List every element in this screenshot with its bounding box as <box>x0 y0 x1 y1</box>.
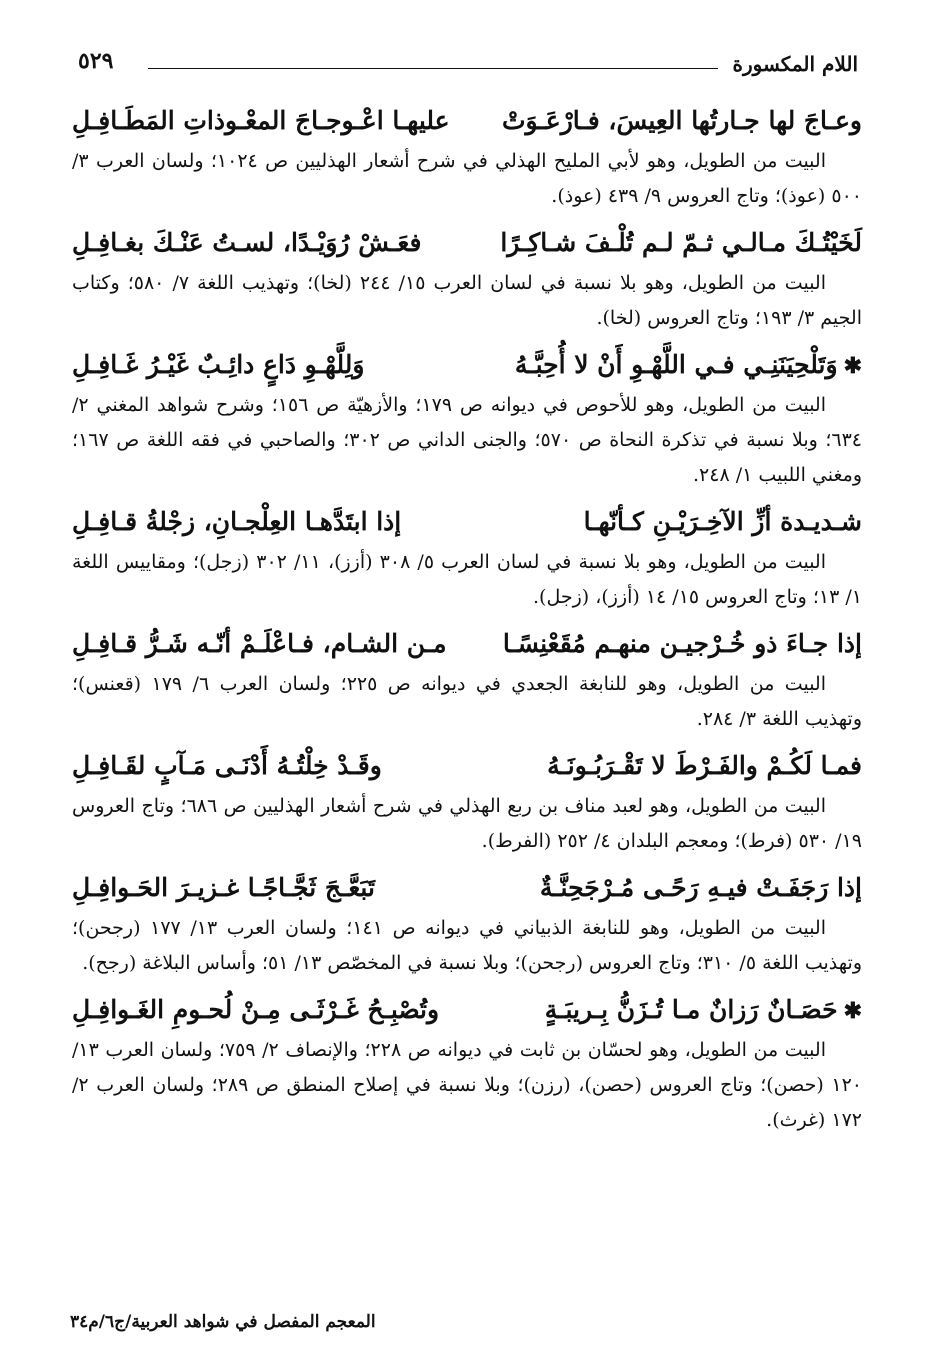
hemistich-first-container <box>545 987 862 1034</box>
hemistich-first: إذا رَجَفَـتْ فيـهِ رَحًـى مُـرْجَحِنَّـةٌ <box>539 873 862 902</box>
verse-line <box>72 220 862 266</box>
page-number: ٥٢٩ <box>78 48 114 74</box>
verse-commentary: البيت من الطويل، وهو بلا نسبة في لسان العرب ١٥/ ٢٤٤ (لخا)؛ وتهذيب اللغة ٧/ ٥٨٠؛ وكتاب الجيم ٣/ ١٩٣؛ وتاج العروس (لخا). <box>72 272 862 329</box>
hemistich-second: تَبَعَّـجَ ثَجَّـاجًـا غـزيـرَ الحَـوافِـلِ <box>72 873 375 902</box>
verse-entry <box>72 342 862 493</box>
verse-line <box>72 987 862 1033</box>
chapter-title: اللام المكسورة <box>732 52 858 76</box>
hemistich-first: لَخَيْتُـكَ مـالـي ثـمّ لـم تُلْـفَ شـاكِـرًا <box>500 228 862 257</box>
verse-entry <box>72 499 862 615</box>
hemistich-first: حَصَـانٌ رَزانٌ مـا تُـزَنُّ بِـريبَـةٍ <box>544 995 838 1024</box>
verse-commentary: البيت من الطويل، وهو لأبي المليح الهذلي في شرح أشعار الهذليين ص ١٠٢٤؛ ولسان العرب ٣/ ٥٠٠ (عوذ)؛ وتاج العروس ٩/ ٤٣٩ (عوذ). <box>72 150 862 207</box>
hemistich-first: وَتَلْحِيَنَنِـي فـي اللَّهْـوِ أَنْ لا أُحِبَّـهُ <box>514 350 838 379</box>
hemistich-first: فمـا لَكُـمْ والفَـرْطَ لا تَقْـرَبُـونَـهُ <box>547 751 862 780</box>
verse-line <box>72 499 862 545</box>
hemistich-second: وَلِلَّهْـوِ دَاعٍ دائِـبٌ غَيْـرُ غَـافِـلِ <box>72 350 365 379</box>
hemistich-second: وتُصْبِـحُ غَـرْثَـى مِـنْ لُحـومِ الغَـوافِـلِ <box>72 995 440 1024</box>
hemistich-second: إذا ابتَدَّهـا العِلْجـانِ، زجْلةُ قـافِـلِ <box>72 507 402 536</box>
verse-entry <box>72 743 862 859</box>
verse-commentary: البيت من الطويل، وهو لعبد مناف بن ربع الهذلي في شرح أشعار الهذليين ص ٦٨٦؛ وتاج العروس ١٩/ ٥٣٠ (فرط)؛ ومعجم البلدان ٤/ ٢٥٢ (الفرط). <box>72 795 862 852</box>
header-rule <box>148 68 718 69</box>
hemistich-second: فعَـشْ رُوَيْـدًا، لسـتُ عَنْـكَ بغـافِـلِ <box>72 228 422 257</box>
verse-commentary: البيت من الطويل، وهو للنابغة الذبياني في ديوانه ص ١٤١؛ ولسان العرب ١٣/ ١٧٧ (رجحن)؛ وتهذيب اللغة ٥/ ٣١٠؛ وتاج العروس (رجحن)؛ وبلا نسبة في المخصّص ١٣/ ٥١؛ وأساس البلاغة (رجح). <box>72 917 862 974</box>
verse-commentary: البيت من الطويل، وهو للنابغة الجعدي في ديوانه ص ٢٢٥؛ ولسان العرب ٦/ ١٧٩ (قعنس)؛ وتهذيب اللغة ٣/ ٢٨٤. <box>72 673 862 730</box>
verse-commentary: البيت من الطويل، وهو بلا نسبة في لسان العرب ٥/ ٣٠٨ (أزز)، ١١/ ٣٠٢ (زجل)؛ ومقاييس اللغة ١/ ١٣؛ وتاج العروس ١٥/ ١٤ (أزز)، (زجل). <box>72 551 862 608</box>
entries-list <box>72 98 862 1144</box>
page-header <box>78 46 858 86</box>
hemistich-second: وقَـدْ خِلْتُـهُ أَدْنَـى مَـآبٍ لقَـافِـلِ <box>72 751 382 780</box>
verse-entry <box>72 865 862 981</box>
verse-line <box>72 743 862 789</box>
verse-commentary: البيت من الطويل، وهو للأحوص في ديوانه ص ١٧٩؛ والأزهيّة ص ١٥٦؛ وشرح شواهد المغني ٢/ ٦٣٤؛ وبلا نسبة في تذكرة النحاة ص ٥٧٠؛ والجنى الداني ص ٣٠٢؛ والصاحبي في فقه اللغة ص ١٦٧؛ ومغني اللبيب ١/ ٢٤٨. <box>72 394 862 486</box>
hemistich-second: مـن الشـام، فـاعْلَـمْ أنّـه شَـرُّ قـافِـلِ <box>72 629 447 658</box>
verse-entry <box>72 621 862 737</box>
verse-line <box>72 98 862 144</box>
hemistich-first: وعـاجَ لها جـارتُها العِيسَ، فـارْعَـوَتْ <box>502 106 862 135</box>
verse-line <box>72 342 862 388</box>
hemistich-first: إذا جـاءَ ذو خُـرْجيـن منهـم مُقَعْنِسًـا <box>502 629 862 658</box>
hemistich-second: عليهـا اعْـوجـاجَ المعْـوذاتِ المَطَـافِـلِ <box>72 106 450 135</box>
verse-commentary: البيت من الطويل، وهو لحسّان بن ثابت في ديوانه ص ٢٢٨؛ والإنصاف ٢/ ٧٥٩؛ ولسان العرب ١٣/ ١٢٠ (حصن)؛ وتاج العروس (حصن)، (رزن)؛ وبلا نسبة في إصلاح المنطق ص ٢٨٩؛ ولسان العرب ٢/ ١٧٢ (غرث). <box>72 1039 862 1131</box>
star-marker-icon: ✱ <box>843 998 862 1024</box>
page-footer: المعجم المفصل في شواهد العربية/ج٦/م٣٤ <box>70 1312 376 1332</box>
verse-entry <box>72 220 862 336</box>
hemistich-first-container <box>515 342 862 389</box>
verse-line <box>72 621 862 667</box>
hemistich-first: شـديـدة أزِّ الآخِـرَيْـنِ كـأنّهـا <box>583 507 862 536</box>
verse-entry <box>72 987 862 1138</box>
star-marker-icon: ✱ <box>843 353 862 379</box>
verse-line <box>72 865 862 911</box>
verse-entry <box>72 98 862 214</box>
